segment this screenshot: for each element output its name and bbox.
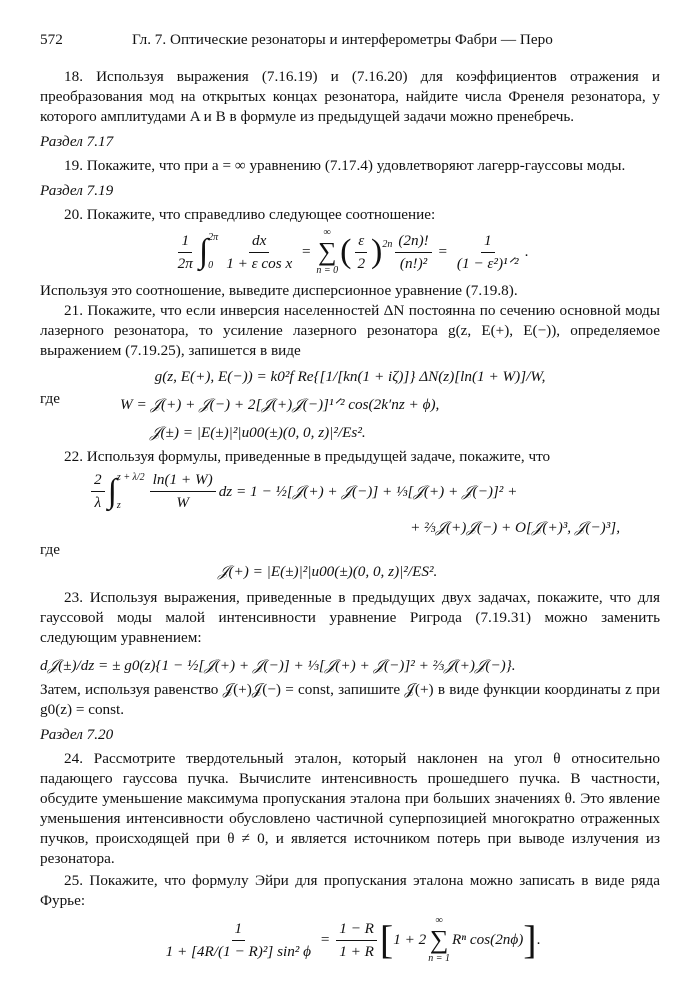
problem-20-followup: Используя это соотношение, выведите дисперсионное уравнение (7.19.8). [40,282,518,299]
problem-25: 25. Покажите, что формулу Эйри для пропускания эталона можно записать в виде ряда Фурье: [40,872,660,909]
running-title: Гл. 7. Оптические резонаторы и интерферометры Фабри — Перо [132,31,553,48]
eq20-sum: ∞ ∑ n = 0 [316,227,339,276]
eq25-end: . [536,931,541,948]
problem-22: 22. Используя формулы, приведенные в предыдущей задаче, покажите, что [64,448,551,465]
eq22-integrand: $\frac{\ln(1 + W)}{W}$ [150,469,216,514]
eq25-airy-frac: $\frac{1}{\text{1 + [4R/(1 − R)²] sin² ϕ}}$ [165,919,312,960]
eq25-bracket-post: Rⁿ cos(2nϕ) [452,931,524,948]
section-heading-7-20: Раздел 7.20 [40,726,114,743]
problem-18: 18. Используя выражения (7.16.19) и (7.16.20) для коэффициентов отражения и преобразования мод на открытых концах резонатора, найдите числа Френеля резонатора, у которого амплитудами A и B в формуле из предыдущей задачи можно пренебречь. [40,68,660,125]
problem-23-followup: Затем, используя равенство 𝒥(+)𝒥(−) = const, запишите 𝒥(+) в виде функции координаты z при g0(z) = const. [40,681,660,718]
eq22-rhs-1: dz = 1 − ½[𝒥(+) + 𝒥(−)] + ⅓[𝒥(+) + 𝒥(−)]² + [218,482,518,500]
eq25-bracket-pre: 1 + 2 [393,931,427,948]
equation-22-line1 [40,469,660,514]
equation-21-w: W = 𝒥(+) + 𝒥(−) + 2[𝒥(+)𝒥(−)]¹ᐟ² cos(2k′nz + ϕ), [120,396,440,413]
eq20-eps-frac: $\frac{\varepsilon}{2}$ [354,230,368,275]
equation-20: $\frac{1}{2\pi}$ ∫ 2π 0 $\frac{dx}{\text{1 + ε cos x}}$ = ∞ ∑ n = 0 ( $\frac{\varepsilon}{2}$ ) $^{2n}$ $\frac{(2n)!}{\text{(n!)²}}$ = $\frac{1}{\text{(1 − ε²)¹ᐟ²}}$ . [40,227,660,277]
equation-21-gain: g(z, E(+), E(−)) = k0²f Re{[1/[kn(1 + iζ)]} ΔN(z)[ln(1 + W)]/W, [154,368,546,385]
eq25-coeff-frac: $\frac{1 - R}{1 + R}$ [336,918,377,963]
eq20-integrand: $\frac{dx}{\text{1 + ε cos x}}$ [226,231,293,272]
eq20-result-frac: $\frac{1}{\text{(1 − ε²)¹ᐟ²}}$ [456,231,519,272]
problem-24: 24. Рассмотрите твердотельный эталон, который наклонен на угол θ относительно падающего гауссова пучка. Вычислите интенсивность прошедшего пучка. В частности, обсудите уменьшение максимума пропускания эталона при больших значениях θ. Это явление уменьшения интенсивности обусловлено частичной суперпозицией многократно отраженных пучков, происходящей при θ ≠ 0, и является источником потерь при выводе излучения из резонатора. [40,750,660,867]
problem-19: 19. Покажите, что при a = ∞ уравнению (7.17.4) удовлетворяют лагерр-гауссовы моды. [64,157,626,174]
equation-21-intensity: 𝒥(±) = |E(±)|²|u00(±)(0, 0, z)|²/Es². [150,424,366,441]
page-number: 572 [40,31,63,48]
eq20-integral: ∫ 2π 0 [198,232,219,271]
section-heading-7-17: Раздел 7.17 [40,133,114,150]
book-page [40,30,660,965]
eq20-factorial-frac: $\frac{(2n)!}{\text{(n!)²}}$ [395,230,431,275]
word-where-2: где [40,541,60,558]
page-header [40,30,660,50]
problem-23: 23. Используя выражения, приведенные в предыдущих двух задачах, покажите, что для гауссовой моды малой интенсивности уравнение Ригрода (7.19.31) можно заменить следующим уравнением: [40,589,660,646]
equation-22-intensity: 𝒥(+) = |E(±)|²|u00(±)(0, 0, z)|²/ES². [218,563,438,580]
equation-25: $\frac{1}{\text{1 + [4R/(1 − R)²] sin² ϕ}}$ = $\frac{1 - R}{1 + R}$ [ 1 + 2 ∞ ∑ n = 1 Rⁿ cos(2nϕ) ] . [40,915,660,965]
section-heading-7-19: Раздел 7.19 [40,182,114,199]
problem-21: 21. Покажите, что если инверсия населенностей ΔN постоянна по сечению основной моды лазерного резонатора, то усиление лазерного резонатора g(z, E(+), E(−)), определяемое выражением (7.19.25), запишется в виде [40,302,660,359]
equation-23: d𝒥(±)/dz = ± g0(z){1 − ½[𝒥(+) + 𝒥(−)] + ⅓[𝒥(+) + 𝒥(−)]² + ⅔𝒥(+)𝒥(−)}. [40,657,516,674]
eq20-power: 2n [382,239,393,250]
problem-20: 20. Покажите, что справедливо следующее соотношение: [64,206,436,223]
equation-22-line2: + ⅔𝒥(+)𝒥(−) + O[𝒥(+)³, 𝒥(−)³], [410,519,620,536]
eq25-sum: ∞ ∑ n = 1 [428,915,451,964]
eq20-frac-1: $\frac{1}{2\pi}$ [177,231,193,272]
eq22-integral: ∫ z + λ/2 z [107,471,145,511]
word-where-1: где [40,390,60,407]
eq22-prefactor: $\frac{2}{\lambda}$ [91,469,105,514]
